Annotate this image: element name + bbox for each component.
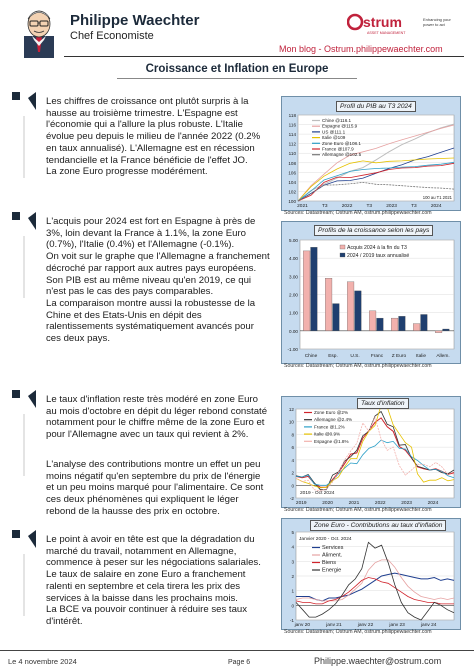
y-tick-label: 108	[288, 160, 296, 166]
growth-chart-title: Profils de la croissance selon les pays	[314, 225, 433, 236]
page-header	[0, 0, 474, 62]
y-tick-label: 2	[291, 470, 294, 476]
carryover-text: L'acquis pour 2024 est fort en Espagne à près de 3%, loin devant la France à 1.1%, la zone Euro (0.7%), l'Italie (0.4%) et l'Allemagne (-0.1%).	[46, 216, 256, 251]
x-tick-label: 2020	[322, 501, 333, 506]
author-role: Chef Economiste	[70, 30, 154, 42]
ostrum-logo	[347, 12, 462, 36]
x-tick-label: 2022	[341, 204, 353, 209]
footer-divider	[0, 650, 474, 651]
growth-text: Les chiffres de croissance ont plutôt surpris à la hausse au troisième trimestre. L'Espagne est l'économie qui a l'allure la plus robuste. L'Italie évolue peu depuis le milieu de l'année 2022 (0.2% en taux annualisé). L'Allemagne est en récession tendancielle et la France bénéficie de l'effet JO.	[46, 96, 261, 166]
y-tick-label: 5	[291, 530, 294, 535]
labour-text: Le point à avoir en tête est que la dégradation du marché du travail, notamment en Allemagne, commence à peser sur les négociations salariales. Le taux de salaire en zone Euro a franchement ralenti en septembre et cela tirera les prix des services à la baisse dans les prochains mois.	[46, 534, 261, 604]
inflation-chart-source: Sources: Datastream; Ostrum AM, ostrum.philippewaechter.com	[284, 507, 432, 513]
y-tick-label: 114	[288, 132, 296, 138]
x-tick-label: 2023	[401, 501, 412, 506]
legend-entry: Espagne @115.9	[322, 123, 358, 129]
y-tick-label: 5.00	[289, 238, 298, 243]
legend-entry: US @111.1	[322, 129, 346, 135]
chart-svg	[282, 222, 460, 363]
bar	[369, 311, 376, 331]
y-tick-label: 12	[288, 407, 294, 412]
y-tick-label: 3.00	[289, 274, 298, 280]
y-tick-label: 2.00	[289, 292, 298, 298]
svg-text:ASSET MANAGEMENT: ASSET MANAGEMENT	[367, 31, 406, 35]
inflation-text: Le taux d'inflation reste très modéré en zone Euro au mois d'octobre en dépit du léger rebond constaté notamment pour le chiffre même de la zone Euro et pour l'Allemagne avec un taux qui revient à 2%.	[46, 394, 268, 441]
y-tick-label: 116	[288, 122, 296, 128]
inflation-rate-chart	[281, 396, 461, 508]
y-tick-label: 1	[291, 588, 294, 594]
x-tick-label: 2023	[386, 204, 397, 209]
legend-entry: 2024 / 2019 taux annualisé	[347, 253, 410, 259]
inflation-chart-title: Taux d'inflation	[357, 398, 409, 409]
footer-email[interactable]: Philippe.waechter@ostrum.com	[314, 656, 442, 666]
footer-date: Le 4 novembre 2024	[8, 657, 77, 666]
x-tick-label: Z Euro	[391, 354, 407, 359]
y-tick-label: 10	[288, 419, 294, 425]
title-underline	[117, 78, 357, 79]
contributions-text: L'analyse des contributions montre un effet un peu moins négatif qu'en septembre du prix de l'énergie et un peu moins marqué pour l'alimentaire. Ce sont ces deux phénomènes qui expliquent le léger rebond de la hausse des prix en octobre.	[46, 459, 264, 517]
bar	[325, 278, 332, 331]
ostrum-logo-icon	[347, 12, 462, 36]
bar	[311, 247, 318, 331]
legend-entry: Italie @0.9%	[314, 431, 341, 437]
legend-entry: Zone Euro @108.1	[322, 140, 361, 146]
page-number: Page 6	[228, 659, 251, 666]
legend-swatch	[340, 253, 345, 257]
chart-subtitle: 2019 - Oct 2024	[300, 491, 335, 496]
y-tick-label: -1.00	[287, 347, 298, 352]
chart-svg	[282, 97, 460, 210]
legend-entry: Biens	[322, 560, 336, 566]
y-tick-label: 8	[291, 432, 294, 438]
bar	[399, 316, 406, 331]
growth-profile-chart	[281, 221, 461, 364]
y-tick-label: -2	[289, 496, 294, 501]
legend-entry: France @1.2%	[314, 424, 345, 430]
gdp-chart-title: Profil du PIB au T3 2024	[336, 101, 416, 112]
page-title: Croissance et Inflation en Europe	[145, 63, 329, 75]
contributions-paragraph	[46, 459, 270, 518]
y-tick-label: 4	[291, 544, 294, 550]
x-tick-label: janv 24	[420, 623, 437, 628]
x-tick-label: T3	[366, 204, 373, 209]
y-tick-label: 106	[288, 170, 296, 176]
inflation-paragraph	[46, 394, 270, 441]
bar	[413, 324, 420, 331]
bar	[435, 331, 442, 333]
contributions-chart-title: Zone Euro - Contributions au taux d'inflation	[310, 520, 446, 531]
svg-text:strum: strum	[363, 14, 402, 30]
legend-swatch	[340, 245, 345, 249]
x-tick-label: Franc	[370, 354, 384, 359]
legend-entry: Chine @116.1	[322, 118, 352, 123]
x-tick-label: 2021	[297, 204, 308, 209]
y-tick-label: 1.00	[289, 310, 298, 316]
legend-entry: Services	[322, 545, 344, 551]
section-bullet-icon	[6, 530, 46, 620]
y-tick-label: 0	[291, 483, 294, 489]
x-tick-label: Allem.	[436, 354, 450, 359]
y-tick-label: 0.00	[289, 328, 298, 334]
gdp-chart-source: Sources: Datastream; Ostrum AM, ostrum.philippewaechter.com	[284, 210, 432, 216]
y-tick-label: 0	[291, 603, 294, 609]
section-bullet-icon	[6, 92, 46, 182]
bar	[355, 291, 362, 331]
y-tick-label: 118	[288, 113, 296, 118]
section-bullet-icon	[6, 390, 46, 480]
x-tick-label: 2024	[430, 204, 442, 209]
bar	[303, 251, 310, 331]
bar	[391, 318, 398, 331]
labour-paragraph	[46, 534, 270, 628]
author-name: Philippe Waechter	[70, 12, 200, 29]
x-tick-label: janv 23	[389, 623, 405, 628]
china-us-text: La comparaison montre aussi la robustesse de la Chine et des Etats-Unis en dépit des ralentissements systématiquement avancés pour ces deux pays.	[46, 297, 256, 345]
base-label: 100 au T1 2021	[422, 195, 452, 200]
y-tick-label: 4	[291, 457, 294, 463]
ecb-text: La BCE va pouvoir continuer à réduire ses taux d'intérêt.	[46, 604, 248, 627]
legend-entry: Aliment.	[322, 552, 343, 559]
blog-link[interactable]: Mon blog - Ostrum.philippewaechter.com	[279, 44, 443, 54]
growth-chart-source: Sources: Datastream; Ostrum AM, ostrum.philippewaechter.com	[284, 363, 432, 369]
growth-paragraph	[46, 96, 270, 178]
legend-entry: Italie @109	[322, 135, 346, 141]
y-tick-label: 112	[288, 141, 296, 147]
growth-conclusion: La zone Euro progresse modérément.	[46, 166, 208, 178]
section-bullet-icon	[6, 212, 46, 302]
x-tick-label: T3	[321, 204, 328, 209]
germany-text: On voit sur le graphe que l'Allemagne a franchement décroché par rapport aux autres pays européens. Son PIB est au même niveau qu'en 2019, ce qui n'est pas le cas des pays comparables.	[46, 251, 270, 298]
y-tick-label: -1	[289, 618, 294, 623]
svg-text:Enhancing your: Enhancing your	[423, 17, 451, 22]
bar	[377, 318, 384, 331]
inflation-contributions-chart	[281, 518, 461, 630]
bar	[443, 329, 450, 331]
x-tick-label: Chine	[304, 354, 318, 359]
gdp-profile-chart	[281, 96, 461, 211]
bar	[421, 314, 428, 330]
x-tick-label: T3	[411, 204, 417, 209]
legend-entry: Zone Euro @2%	[314, 410, 349, 415]
x-tick-label: janv 20	[294, 623, 311, 628]
y-tick-label: 104	[288, 179, 296, 185]
x-tick-label: 2021	[348, 501, 360, 506]
y-tick-label: 100	[288, 199, 296, 204]
author-caricature-icon	[14, 6, 64, 58]
x-tick-label: janv 22	[357, 623, 374, 628]
legend-entry: France @107.9	[322, 146, 354, 152]
y-tick-label: 2	[291, 574, 294, 579]
y-tick-label: 3	[291, 559, 294, 565]
x-tick-label: janv 21	[326, 623, 342, 628]
y-tick-label: 110	[288, 151, 296, 157]
chart-svg	[282, 397, 460, 507]
legend-entry: Energie	[322, 567, 342, 574]
legend-entry: Allemagne @2.4%	[314, 417, 353, 423]
x-tick-label: 2019	[295, 501, 307, 506]
x-tick-label: U.S.	[350, 354, 360, 359]
legend-entry: Acquis 2024 à la fin du T3	[347, 245, 407, 251]
x-tick-label: 2022	[374, 501, 386, 506]
carryover-paragraph	[46, 216, 270, 345]
x-tick-label: 2024	[427, 501, 439, 506]
header-divider	[64, 56, 464, 57]
contributions-chart-source: Sources: Datastream; Ostrum AM, ostrum.philippewaechter.com	[284, 629, 432, 635]
x-tick-label: Esp.	[328, 354, 338, 359]
chart-svg	[282, 519, 460, 629]
bar	[333, 304, 340, 331]
y-tick-label: 102	[288, 189, 296, 195]
bar	[347, 282, 354, 331]
legend-entry: Espagne @1.8%	[314, 438, 349, 444]
y-tick-label: 6	[291, 445, 294, 451]
svg-text:power to act: power to act	[423, 22, 445, 27]
legend-entry: Allemagne @102.5	[322, 152, 362, 158]
y-tick-label: 4.00	[289, 256, 298, 262]
chart-subtitle: Janvier 2020 - Oct. 2024	[299, 537, 352, 542]
x-tick-label: Italie	[415, 354, 427, 359]
